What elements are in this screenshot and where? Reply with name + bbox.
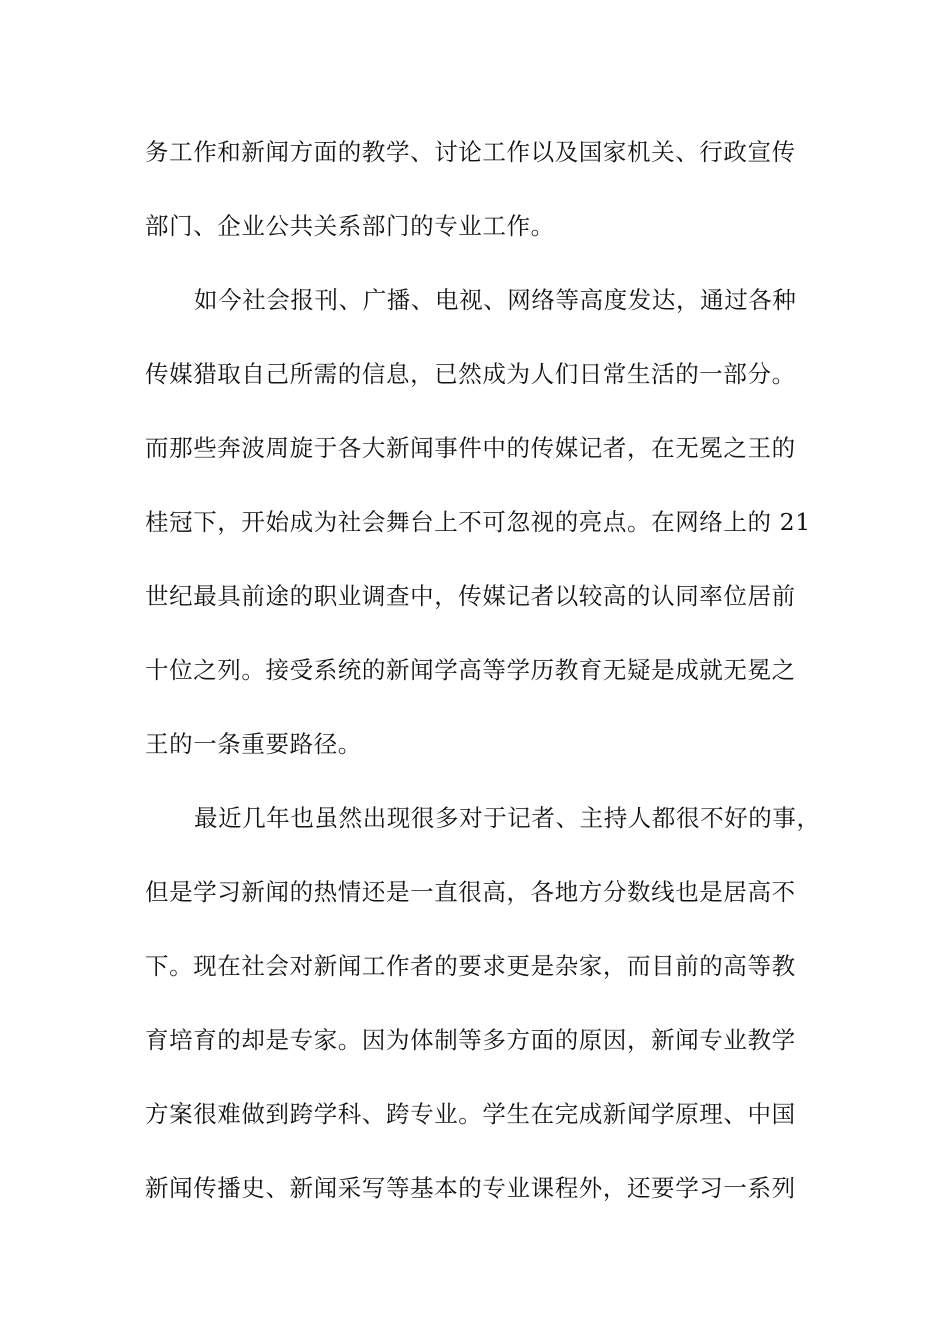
- text-line: 育培育的却是专家。因为体制等多方面的原因，新闻专业教学: [145, 1026, 796, 1054]
- text-line: 务工作和新闻方面的教学、讨论工作以及国家机关、行政宣传: [145, 138, 796, 166]
- text-line: 下。现在社会对新闻工作者的要求更是杂家，而目前的高等教: [145, 952, 796, 980]
- text-line: 部门、企业公共关系部门的专业工作。: [145, 212, 555, 240]
- paragraph-first-line: 最近几年也虽然出现很多对于记者、主持人都很不好的事，: [194, 804, 821, 832]
- text-line: 传媒猎取自己所需的信息，已然成为人们日常生活的一部分。: [145, 360, 796, 388]
- text-line: 方案很难做到跨学科、跨专业。学生在完成新闻学原理、中国: [145, 1100, 796, 1128]
- text-line: 世纪最具前途的职业调查中，传媒记者以较高的认同率位居前: [145, 582, 796, 610]
- text-line: 桂冠下，开始成为社会舞台上不可忽视的亮点。在网络上的 21: [145, 508, 811, 536]
- text-line: 但是学习新闻的热情还是一直很高，各地方分数线也是居高不: [145, 878, 796, 906]
- text-line: 王的一条重要路径。: [145, 730, 362, 758]
- text-line: 而那些奔波周旋于各大新闻事件中的传媒记者，在无冕之王的: [145, 434, 796, 462]
- paragraph-first-line: 如今社会报刊、广播、电视、网络等高度发达，通过各种: [194, 286, 797, 314]
- text-line: 新闻传播史、新闻采写等基本的专业课程外，还要学习一系列: [145, 1174, 796, 1202]
- text-line: 十位之列。接受系统的新闻学高等学历教育无疑是成就无冕之: [145, 656, 796, 684]
